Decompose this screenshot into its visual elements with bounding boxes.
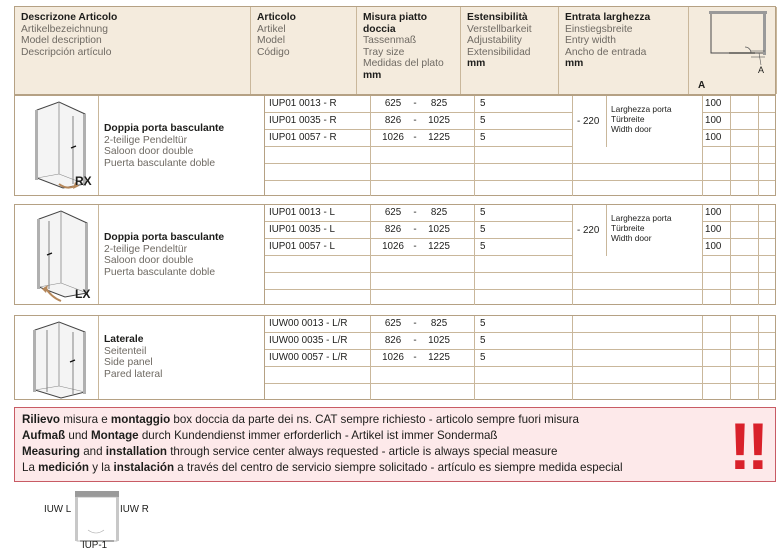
empty-cell xyxy=(731,222,759,238)
side-panel-icon xyxy=(15,316,99,400)
article-code: IUP01 0013 - R xyxy=(265,96,371,112)
table-row-empty xyxy=(265,164,775,181)
header-article xyxy=(251,7,357,94)
adjustability-value: 5 xyxy=(475,239,573,255)
header-adjust-de: Verstellbarkeit xyxy=(467,23,532,35)
header-tray-it: Misura piatto doccia xyxy=(363,12,428,35)
a-value: 100 xyxy=(703,205,731,221)
exclamation-marks-icon: !! xyxy=(729,409,765,483)
tray-range: 826 - 1025 xyxy=(371,113,475,129)
entry-label-it: Larghezza porta xyxy=(611,213,672,223)
header-entry-es: Ancho de entrada xyxy=(565,46,647,58)
tray-range: 625 - 825 xyxy=(371,205,475,221)
product-line-de: 2-teilige Pendeltür xyxy=(104,243,187,255)
a-value xyxy=(703,350,731,366)
header-entry xyxy=(559,7,689,94)
footer-label-iuw-r: IUW R xyxy=(120,504,149,515)
product-line-en: Saloon door double xyxy=(104,255,194,266)
product-title: Laterale xyxy=(104,334,144,345)
entry-label-it: Larghezza porta xyxy=(611,104,672,114)
header-adjust xyxy=(461,7,559,94)
empty-cell xyxy=(731,205,759,221)
header-article-de: Artikel xyxy=(257,23,286,35)
header-article-en: Model xyxy=(257,35,286,46)
adjustability-value: 5 xyxy=(475,222,573,238)
product-grid-lx xyxy=(265,205,775,304)
warning-line-en: Measuring and installation through service center always requested - article is always special measure xyxy=(22,445,558,458)
header-description-en: Model description xyxy=(21,35,102,46)
warning-box xyxy=(14,407,776,482)
header-description-de: Artikelbezeichnung xyxy=(21,23,109,35)
article-code: IUW00 0057 - L/R xyxy=(265,350,371,366)
header-article-it: Articolo xyxy=(257,12,296,23)
a-value: 100 xyxy=(703,113,731,129)
tray-range: 826 - 1025 xyxy=(371,333,475,349)
header-adjust-en: Adjustability xyxy=(467,35,522,46)
warning-line-it: Rilievo misura e montaggio box doccia da parte dei ns. CAT sempre richiesto - articolo sempre fuori misura xyxy=(22,413,579,426)
warning-line-de: Aufmaß und Montage durch Kundendienst immer erforderlich - Artikel ist immer Sondermaß xyxy=(22,429,498,442)
entry-width-labels xyxy=(611,213,672,243)
header-description xyxy=(15,7,251,94)
product-line-de: 2-teilige Pendeltür xyxy=(104,134,187,146)
diagram-label-a: A xyxy=(758,65,765,75)
a-value: 100 xyxy=(703,130,731,146)
header-tray-es: Medidas del plato xyxy=(363,58,444,69)
product-code-label-lx: LX xyxy=(75,287,91,301)
header-description-es: Descripción artículo xyxy=(21,46,112,58)
entry-width-cell xyxy=(573,96,703,147)
entry-width-labels xyxy=(611,104,672,134)
product-description-rx xyxy=(99,96,265,195)
table-row xyxy=(265,350,775,367)
empty-cell xyxy=(759,205,782,221)
empty-cell xyxy=(759,239,782,255)
adjustability-value: 5 xyxy=(475,316,573,332)
a-value: 100 xyxy=(703,222,731,238)
article-code: IUP01 0057 - L xyxy=(265,239,371,255)
table-row-empty xyxy=(265,384,775,400)
tray-range: 1026 - 1225 xyxy=(371,130,475,146)
table-row xyxy=(265,333,775,350)
empty-cell xyxy=(731,239,759,255)
table-row-empty xyxy=(265,290,775,305)
table-row-empty xyxy=(265,273,775,290)
header-tray-de: Tassenmaß xyxy=(363,35,417,46)
product-grid-rx xyxy=(265,96,775,195)
product-line-en: Saloon door double xyxy=(104,146,194,157)
product-line-es: Pared lateral xyxy=(104,368,163,380)
header-adjust-unit: mm xyxy=(467,58,486,69)
header-tray xyxy=(357,7,461,94)
product-line-es: Puerta basculante doble xyxy=(104,266,216,278)
empty-cell xyxy=(731,113,759,129)
entry-width-value: - 220 xyxy=(573,205,607,256)
header-tray-en: Tray size xyxy=(363,46,405,58)
table-row-empty xyxy=(265,181,775,196)
footer-label-iup: IUP-1 xyxy=(82,540,108,550)
product-line-en: Side panel xyxy=(104,357,153,368)
header-entry-unit: mm xyxy=(565,58,584,69)
adjustability-value: 5 xyxy=(475,205,573,221)
footer-label-iuw-l: IUW L xyxy=(44,504,72,515)
entry-width-value: - 220 xyxy=(573,96,607,147)
product-description-side-panel xyxy=(99,316,265,399)
article-code: IUW00 0035 - L/R xyxy=(265,333,371,349)
table-row-empty xyxy=(265,256,775,273)
entry-label-de: Türbreite xyxy=(611,223,645,233)
header-col-a: A xyxy=(698,80,706,91)
product-line-de: Seitenteil xyxy=(104,345,147,357)
tray-range: 826 - 1025 xyxy=(371,222,475,238)
table-row xyxy=(265,316,775,333)
tray-range: 625 - 825 xyxy=(371,96,475,112)
warning-line-es: La medición y la instalación a través del centro de servicio siempre solicitado - artículo es siempre medida especial xyxy=(22,461,623,474)
a-value: 100 xyxy=(703,96,731,112)
entry-label-de: Türbreite xyxy=(611,114,645,124)
empty-cell xyxy=(759,113,782,129)
header-description-it: Descrizone Articolo xyxy=(21,12,118,23)
article-code: IUP01 0013 - L xyxy=(265,205,371,221)
adjustability-value: 5 xyxy=(475,130,573,146)
empty-cell xyxy=(759,96,782,112)
a-value xyxy=(703,316,731,332)
article-code: IUP01 0057 - R xyxy=(265,130,371,146)
empty-cell xyxy=(759,222,782,238)
header-tray-unit: mm xyxy=(363,69,382,81)
header-adjust-es: Extensibilidad xyxy=(467,46,531,58)
table-row-empty xyxy=(265,367,775,384)
product-image-rx xyxy=(15,96,99,195)
header-entry-it: Entrata larghezza xyxy=(565,12,651,23)
table-header xyxy=(14,6,776,95)
product-line-es: Puerta basculante doble xyxy=(104,157,216,169)
entry-width-cell xyxy=(573,205,703,256)
product-title: Doppia porta basculante xyxy=(104,123,225,134)
product-image-lx xyxy=(15,205,99,304)
a-value: 100 xyxy=(703,239,731,255)
tray-range: 1026 - 1225 xyxy=(371,239,475,255)
product-grid-side-panel xyxy=(265,316,775,399)
adjustability-value: 5 xyxy=(475,113,573,129)
empty-cell xyxy=(731,130,759,146)
header-adjust-it: Estensibilità xyxy=(467,12,528,23)
article-code: IUP01 0035 - L xyxy=(265,222,371,238)
article-code: IUP01 0035 - R xyxy=(265,113,371,129)
header-entry-de: Einstiegsbreite xyxy=(565,23,633,35)
header-entry-en: Entry width xyxy=(565,35,616,46)
a-value xyxy=(703,333,731,349)
product-block-lx xyxy=(14,204,776,305)
header-article-es: Código xyxy=(257,46,290,58)
adjustability-value: 5 xyxy=(475,333,573,349)
product-block-side-panel xyxy=(14,315,776,400)
product-title: Doppia porta basculante xyxy=(104,232,225,243)
tray-range: 1026 - 1225 xyxy=(371,350,475,366)
tray-range: 625 - 825 xyxy=(371,316,475,332)
empty-cell xyxy=(731,96,759,112)
entry-label-en: Width door xyxy=(611,124,652,134)
article-code: IUW00 0013 - L/R xyxy=(265,316,371,332)
product-block-rx xyxy=(14,95,776,196)
adjustability-value: 5 xyxy=(475,96,573,112)
adjustability-value: 5 xyxy=(475,350,573,366)
entry-label-en: Width door xyxy=(611,233,652,243)
table-row-empty xyxy=(265,147,775,164)
empty-cell xyxy=(759,130,782,146)
product-code-label-rx: RX xyxy=(75,174,92,188)
product-image-side-panel xyxy=(15,316,99,399)
product-description-lx xyxy=(99,205,265,304)
